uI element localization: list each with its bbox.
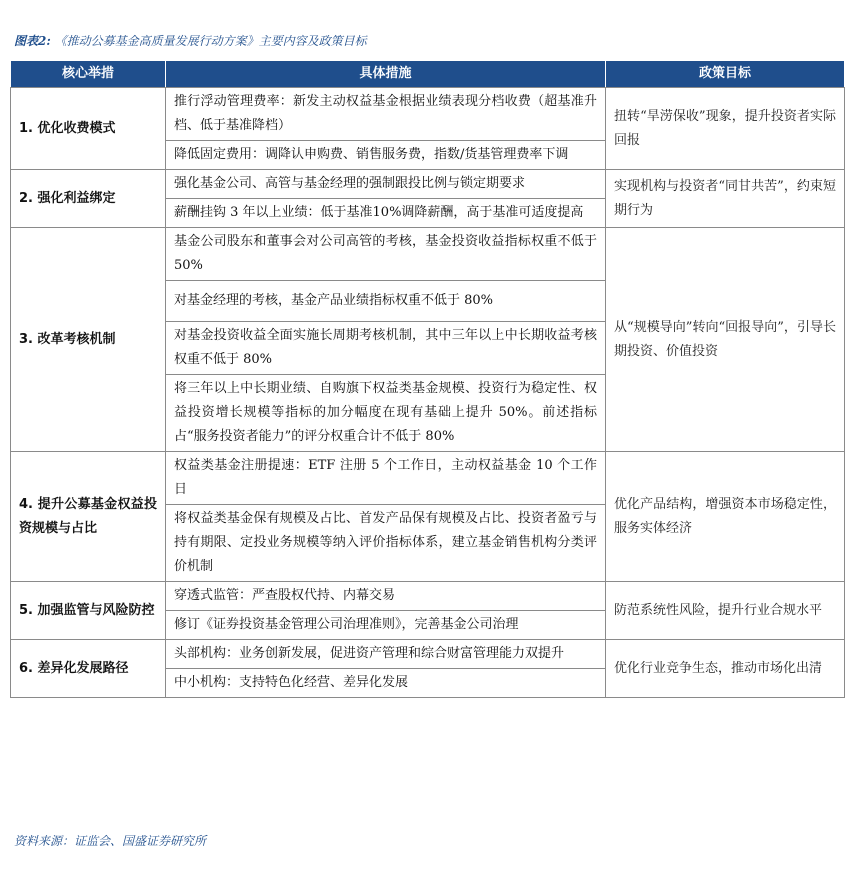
table-row [11,452,845,505]
measure-cell: 对基金投资收益全面实施长周期考核机制，其中三年以上中长期收益考核权重不低于 80% [166,322,606,375]
figure-caption [14,32,367,49]
table-row [11,640,845,669]
core-measure-cell: 4. 提升公募基金权益投资规模与占比 [11,452,166,582]
policy-table [10,60,845,698]
goal-cell: 扭转“旱涝保收”现象，提升投资者实际回报 [606,88,845,170]
core-measure-cell: 6. 差异化发展路径 [11,640,166,698]
goal-cell: 防范系统性风险，提升行业合规水平 [606,582,845,640]
table-header-row [11,61,845,88]
source-note: 资料来源：证监会、国盛证券研究所 [14,834,207,848]
measure-cell: 推行浮动管理费率：新发主动权益基金根据业绩表现分档收费（超基准升档、低于基准降档） [166,88,606,141]
goal-cell: 优化行业竞争生态，推动市场化出清 [606,640,845,698]
figure-label: 图表2: [14,34,51,48]
header-core-measures: 核心举措 [11,61,166,88]
header-specific-measures: 具体措施 [166,61,606,88]
header-policy-goals: 政策目标 [606,61,845,88]
measure-cell: 基金公司股东和董事会对公司高管的考核，基金投资收益指标权重不低于 50% [166,228,606,281]
measure-cell: 薪酬挂钩 3 年以上业绩：低于基准10%调降薪酬，高于基准可适度提高 [166,199,606,228]
core-measure-cell: 2. 强化利益绑定 [11,170,166,228]
measure-cell: 降低固定费用：调降认申购费、销售服务费，指数/货基管理费率下调 [166,141,606,170]
figure-title: 《推动公募基金高质量发展行动方案》主要内容及政策目标 [54,34,367,48]
table-row [11,228,845,281]
table-row [11,582,845,611]
goal-cell: 优化产品结构，增强资本市场稳定性，服务实体经济 [606,452,845,582]
goal-cell: 从“规模导向”转向“回报导向”，引导长期投资、价值投资 [606,228,845,452]
measure-cell: 头部机构：业务创新发展，促进资产管理和综合财富管理能力双提升 [166,640,606,669]
measure-cell: 中小机构：支持特色化经营、差异化发展 [166,669,606,698]
table-row [11,170,845,199]
measure-cell: 修订《证券投资基金管理公司治理准则》，完善基金公司治理 [166,611,606,640]
measure-cell: 权益类基金注册提速：ETF 注册 5 个工作日，主动权益基金 10 个工作日 [166,452,606,505]
core-measure-cell: 5. 加强监管与风险防控 [11,582,166,640]
table-row [11,88,845,141]
core-measure-cell: 3. 改革考核机制 [11,228,166,452]
goal-cell: 实现机构与投资者“同甘共苦”，约束短期行为 [606,170,845,228]
core-measure-cell: 1. 优化收费模式 [11,88,166,170]
measure-cell: 强化基金公司、高管与基金经理的强制跟投比例与锁定期要求 [166,170,606,199]
measure-cell: 穿透式监管：严查股权代持、内幕交易 [166,582,606,611]
measure-cell: 将三年以上中长期业绩、自购旗下权益类基金规模、投资行为稳定性、权益投资增长规模等指标的加分幅度在现有基础上提升 50%。前述指标占“服务投资者能力”的评分权重合计不低于 80% [166,375,606,452]
measure-cell: 对基金经理的考核，基金产品业绩指标权重不低于 80% [166,281,606,322]
measure-cell: 将权益类基金保有规模及占比、首发产品保有规模及占比、投资者盈亏与持有期限、定投业务规模等纳入评价指标体系，建立基金销售机构分类评价机制 [166,505,606,582]
